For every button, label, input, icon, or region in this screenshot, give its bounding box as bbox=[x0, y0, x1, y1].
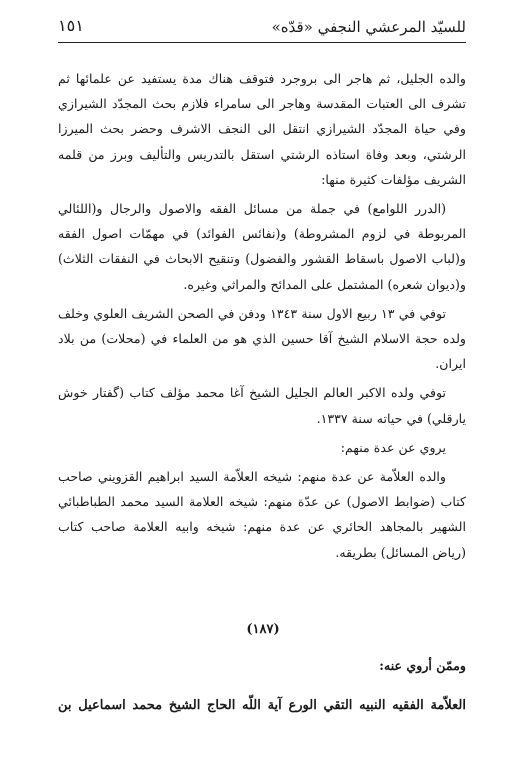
section-number: (١٨٧) bbox=[246, 622, 280, 637]
running-head: للسيّد المرعشي النجفي «قدّه» bbox=[271, 18, 466, 36]
paragraph: يروي عن عدة منهم: bbox=[340, 439, 446, 455]
page-number: ١٥١ bbox=[58, 16, 84, 35]
body-text bbox=[58, 66, 466, 569]
page-header bbox=[58, 14, 466, 43]
paragraph: توفي في ١٣ ربيع الاول سنة ١٣٤٣ ودفن في الصحن الشريف العلوي وخلف ولده حجة الاسلام الشيخ آقا حسين الذي هو من العلماء في (محلات) من بلاد ايران. bbox=[58, 305, 466, 372]
closing-line: العلاّمة الفقيه النبيه التقي الورع آية اللّه الحاج الشيخ محمد اسماعيل بن bbox=[58, 698, 466, 713]
paragraph: والده العلاّمة عن عدة منهم: شيخه العلاّمة السيد ابراهيم القزويني صاحب كتاب (ضوابط الاصول) عن عدّة منهم: شيخه العلامة السيد محمد الطباطبائي الشهير بالمجاهد الحائري عن عدة منهم: شيخه وابيه العلامة صاحب كتاب (رياض المسائل) بطريقه. bbox=[58, 469, 466, 560]
section-subheading: وممّن أروي عنه: bbox=[379, 658, 466, 673]
paragraph: والده الجليل، ثم هاجر الى بروجرد فتوقف هناك مدة يستفيد عن علمائها ثم تشرف الى العتبات المقدسة وهاجر الى سامراء فلازم بحث المجدّد الشيرازي وفي حياة المجدّد الشيرازي انتقل الى النجف الاشرف وحضر بحث الميرزا الرشتي، وبعد وفاة استاذه الرشتي استقل بالتدريس والتأليف وبرز من قلمه الشريف مؤلفات كثيرة منها: bbox=[58, 71, 466, 187]
paragraph: (الدرر اللوامع) في جملة من مسائل الفقه والاصول والرجال و(اللئالي المربوطة في لزوم المشروطة) و(نفائس الفوائد) في مهمّات اصول الفقه و(لباب الاصول باسقاط القشور والفضول) وتنقيح الابحاث في النفقات الثلاث) و(ديوان شعره) المشتمل على المدائح والمراثي وغيره. bbox=[58, 201, 466, 292]
paragraph: توفي ولده الاكبر العالم الجليل الشيخ آغا محمد مؤلف كتاب (گفتار خوش يارقلي) في حياته سنة ١٣٣٧. bbox=[58, 385, 466, 426]
